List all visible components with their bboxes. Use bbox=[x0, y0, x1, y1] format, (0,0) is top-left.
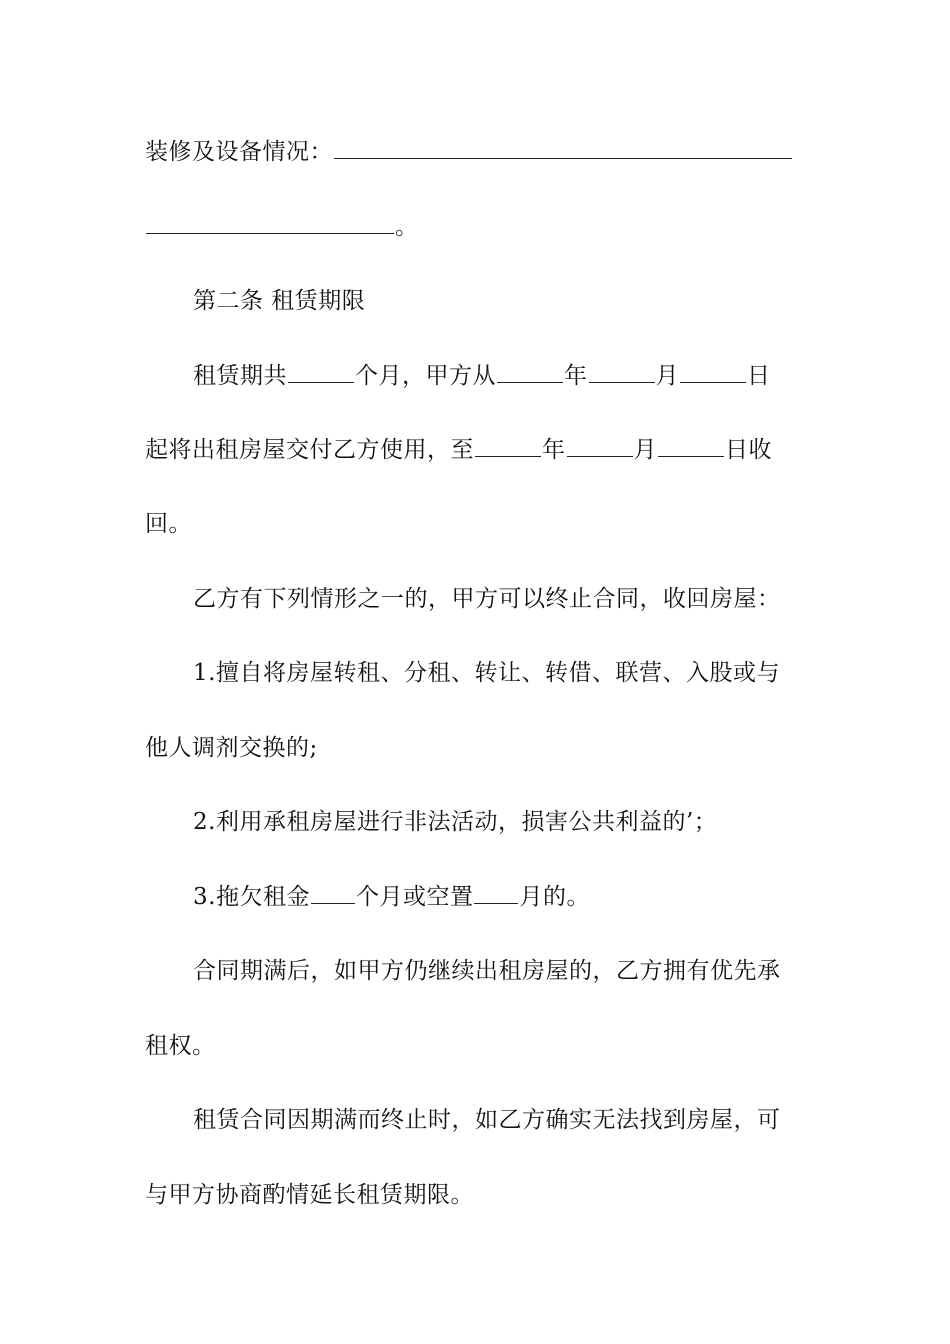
term-text: 日收 bbox=[725, 437, 772, 463]
term-text: 起将出租房屋交付乙方使用，至 bbox=[145, 437, 474, 463]
decoration-end: 。 bbox=[395, 214, 419, 240]
start-day-blank[interactable] bbox=[680, 364, 746, 383]
end-month-blank[interactable] bbox=[567, 438, 633, 457]
term-text: 租赁期共 bbox=[193, 363, 287, 389]
term-line-3: 回。 bbox=[145, 511, 192, 537]
term-text: 个月，甲方从 bbox=[355, 363, 496, 389]
decoration-blank-continued[interactable] bbox=[146, 215, 394, 234]
start-year-blank[interactable] bbox=[497, 364, 563, 383]
vacancy-months-blank[interactable] bbox=[474, 885, 518, 904]
term-text: 月 bbox=[655, 363, 679, 389]
item-3 bbox=[193, 882, 590, 912]
start-month-blank[interactable] bbox=[589, 364, 655, 383]
decoration-label: 装修及设备情况： bbox=[145, 139, 333, 165]
item-1-line-2: 他人调剂交换的; bbox=[145, 735, 318, 761]
item-2: 2.利用承租房屋进行非法活动，损害公共利益的’； bbox=[193, 809, 718, 835]
arrears-months-blank[interactable] bbox=[311, 885, 355, 904]
decoration-continuation-line bbox=[145, 212, 419, 242]
article-title: 第二条 租赁期限 bbox=[193, 288, 366, 314]
term-line-1 bbox=[193, 361, 771, 391]
term-text: 月 bbox=[633, 437, 657, 463]
term-months-blank[interactable] bbox=[288, 364, 354, 383]
renewal-line-2: 租权。 bbox=[145, 1033, 216, 1059]
term-text: 日 bbox=[747, 363, 771, 389]
term-line-2 bbox=[145, 435, 772, 465]
renewal-line-1: 合同期满后，如甲方仍继续出租房屋的，乙方拥有优先承 bbox=[193, 958, 781, 984]
end-day-blank[interactable] bbox=[658, 438, 724, 457]
item-3-text: 3.拖欠租金 bbox=[193, 884, 310, 910]
term-text: 年 bbox=[564, 363, 588, 389]
item-1-line-1: 1.擅自将房屋转租、分租、转让、转借、联营、入股或与 bbox=[193, 660, 780, 686]
termination-intro: 乙方有下列情形之一的，甲方可以终止合同，收回房屋： bbox=[193, 586, 781, 612]
item-3-text: 个月或空置 bbox=[355, 884, 474, 910]
extension-line-2: 与甲方协商酌情延长租赁期限。 bbox=[145, 1182, 474, 1208]
end-year-blank[interactable] bbox=[475, 438, 541, 457]
term-text: 年 bbox=[542, 437, 566, 463]
decoration-line bbox=[145, 137, 793, 167]
decoration-blank[interactable] bbox=[334, 140, 792, 159]
extension-line-1: 租赁合同因期满而终止时，如乙方确实无法找到房屋，可 bbox=[193, 1107, 781, 1133]
item-3-text: 月的。 bbox=[519, 884, 590, 910]
